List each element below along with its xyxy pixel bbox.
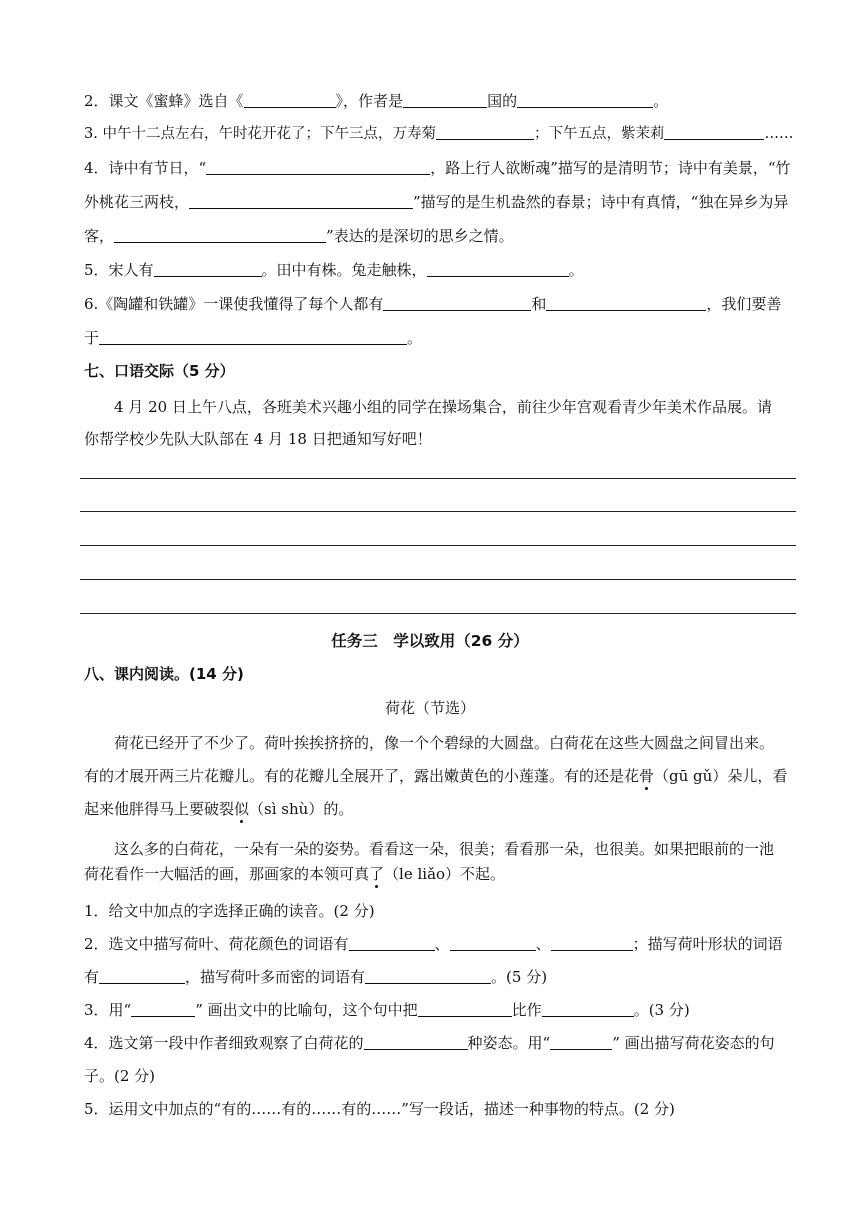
fill-question-4-line2 <box>84 192 810 212</box>
underline-sample <box>131 1001 195 1017</box>
q-text: ” 画出文中的比喻句，这个句中把 <box>195 1001 418 1019</box>
fill-question-4-line1 <box>84 158 810 178</box>
reading-question-3 <box>84 1000 810 1020</box>
answer-blank[interactable] <box>403 92 487 108</box>
passage-text: （sì shù）的。 <box>249 800 354 818</box>
section-7-prompt-line2: 你帮学校少先队大队部在 4 月 18 日把通知写好吧！ <box>84 430 432 448</box>
q-text: 3．用“ <box>84 1001 132 1019</box>
answer-blank[interactable] <box>99 329 407 345</box>
answer-blank[interactable] <box>189 193 413 209</box>
passage-p1-line3 <box>84 799 810 819</box>
answer-blank[interactable] <box>206 159 430 175</box>
passage-p1-line1: 荷花已经开了不少了。荷叶挨挨挤挤的，像一个个碧绿的大圆盘。白荷花在这些大圆盘之间冒出来。 <box>114 734 775 752</box>
q-text: 比作 <box>511 1001 542 1019</box>
q-text: 。 <box>653 92 669 110</box>
answer-blank[interactable] <box>418 1001 512 1017</box>
q-text: 。 <box>568 261 584 279</box>
answer-blank[interactable] <box>436 124 534 140</box>
q-text: 客， <box>84 227 115 245</box>
q-text: ；下午五点，紫茉莉 <box>533 126 665 142</box>
answer-blank[interactable] <box>546 295 706 311</box>
reading-question-5: 5．运用文中加点的“有的……有的……有的……”写一段话，描述一种事物的特点。(2 分) <box>84 1100 675 1118</box>
q-text: 2．选文中描写荷叶、荷花颜色的词语有 <box>84 935 349 953</box>
q-text: 5．宋人有 <box>84 261 154 279</box>
fill-question-6-line1 <box>84 294 810 314</box>
q-text: 4．选文第一段中作者细致观察了白荷花的 <box>84 1034 364 1052</box>
reading-question-4-line2: 子。(2 分) <box>84 1067 156 1085</box>
section-8-title: 八、课内阅读。(14 分) <box>84 665 244 683</box>
passage-text: 有的才展开两三片花瓣儿。有的花瓣儿全展开了，露出嫩黄色的小莲蓬。有的还是花 <box>84 767 640 785</box>
q-text: 6.《陶罐和铁罐》一课使我懂得了每个人都有 <box>84 295 384 313</box>
answer-blank[interactable] <box>542 1001 634 1017</box>
q-text: 有 <box>84 968 100 986</box>
q-text: 、 <box>434 935 450 953</box>
fill-question-2 <box>84 91 810 111</box>
q-text: 3. 中午十二点左右，午时花开花了；下午三点，万寿菊 <box>84 126 436 142</box>
q-text: 。(5 分) <box>491 968 548 986</box>
q-text: 和 <box>531 295 547 313</box>
q-text: 。(3 分) <box>633 1001 690 1019</box>
writing-line[interactable] <box>80 545 796 546</box>
answer-blank[interactable] <box>364 1034 468 1050</box>
answer-blank[interactable] <box>99 968 185 984</box>
q-text: ，我们要善 <box>706 295 782 313</box>
passage-text: （le liǎo）不起。 <box>384 865 506 883</box>
fill-question-4-line3 <box>84 226 810 246</box>
writing-line[interactable] <box>80 613 796 614</box>
q-text: ” 画出描写荷花姿态的句 <box>612 1034 775 1052</box>
passage-p2-line2 <box>84 864 810 884</box>
section-7-prompt-line1: 4 月 20 日上午八点，各班美术兴趣小组的同学在操场集合，前往少年宫观看青少年美术作品展。请 <box>114 398 772 416</box>
q-text: 。田中有株。兔走触株， <box>261 261 427 279</box>
fill-question-3 <box>84 124 810 144</box>
answer-blank[interactable] <box>517 92 653 108</box>
passage-text: （gū gǔ）朵儿，看 <box>654 767 788 785</box>
q-text: 国的 <box>487 92 518 110</box>
writing-line[interactable] <box>80 579 796 580</box>
dotted-char: 骨 <box>639 767 655 785</box>
passage-text: 起来他胖得马上要破裂 <box>84 800 235 818</box>
answer-blank[interactable] <box>427 261 569 277</box>
answer-blank[interactable] <box>349 935 435 951</box>
q-text: ”描写的是生机盎然的春景；诗中有真情，“独在异乡为异 <box>413 193 789 211</box>
answer-blank[interactable] <box>664 124 764 140</box>
reading-question-2-line2 <box>84 967 810 987</box>
reading-question-2-line1 <box>84 934 810 954</box>
reading-question-1: 1．给文中加点的字选择正确的读音。(2 分) <box>84 902 375 920</box>
q-text: …… <box>764 126 794 142</box>
q-text: ，描写荷叶多而密的词语有 <box>185 968 366 986</box>
writing-line[interactable] <box>80 478 796 479</box>
writing-line[interactable] <box>80 511 796 512</box>
dotted-char: 了 <box>369 865 385 883</box>
fill-question-6-line2 <box>84 328 810 348</box>
answer-blank[interactable] <box>244 92 336 108</box>
answer-blank[interactable] <box>551 935 633 951</box>
passage-p1-line2 <box>84 766 810 786</box>
passage-title: 荷花（节选） <box>384 699 475 717</box>
q-text: 外桃花三两枝， <box>84 193 190 211</box>
q-text: 种姿态。用“ <box>467 1034 551 1052</box>
answer-blank[interactable] <box>114 227 326 243</box>
underline-sample <box>550 1034 612 1050</box>
q-text: 4．诗中有节日，“ <box>84 159 207 177</box>
q-text: 2．课文《蜜蜂》选自《 <box>84 92 244 110</box>
q-text: 、 <box>535 935 551 953</box>
q-text: 。 <box>407 329 423 347</box>
q-text: ；描写荷叶形状的词语 <box>632 935 783 953</box>
q-text: ”表达的是深切的思乡之情。 <box>326 227 514 245</box>
q-text: 》，作者是 <box>335 92 404 110</box>
answer-blank[interactable] <box>154 261 262 277</box>
q-text: ，路上行人欲断魂”描写的是清明节；诗中有美景，“竹 <box>430 159 791 177</box>
dotted-char: 似 <box>234 800 250 818</box>
answer-blank[interactable] <box>365 968 491 984</box>
answer-blank[interactable] <box>450 935 536 951</box>
section-7-title: 七、口语交际（5 分） <box>84 362 235 380</box>
q-text: 于 <box>84 329 100 347</box>
passage-text: 荷花看作一大幅活的画，那画家的本领可真 <box>84 865 370 883</box>
answer-blank[interactable] <box>383 295 531 311</box>
fill-question-5 <box>84 260 810 280</box>
task-3-title: 任务三 学以致用（26 分） <box>331 632 529 650</box>
passage-p2-line1: 这么多的白荷花，一朵有一朵的姿势。看看这一朵，很美；看看那一朵，也很美。如果把眼前的一池 <box>114 840 775 858</box>
reading-question-4-line1 <box>84 1033 810 1053</box>
